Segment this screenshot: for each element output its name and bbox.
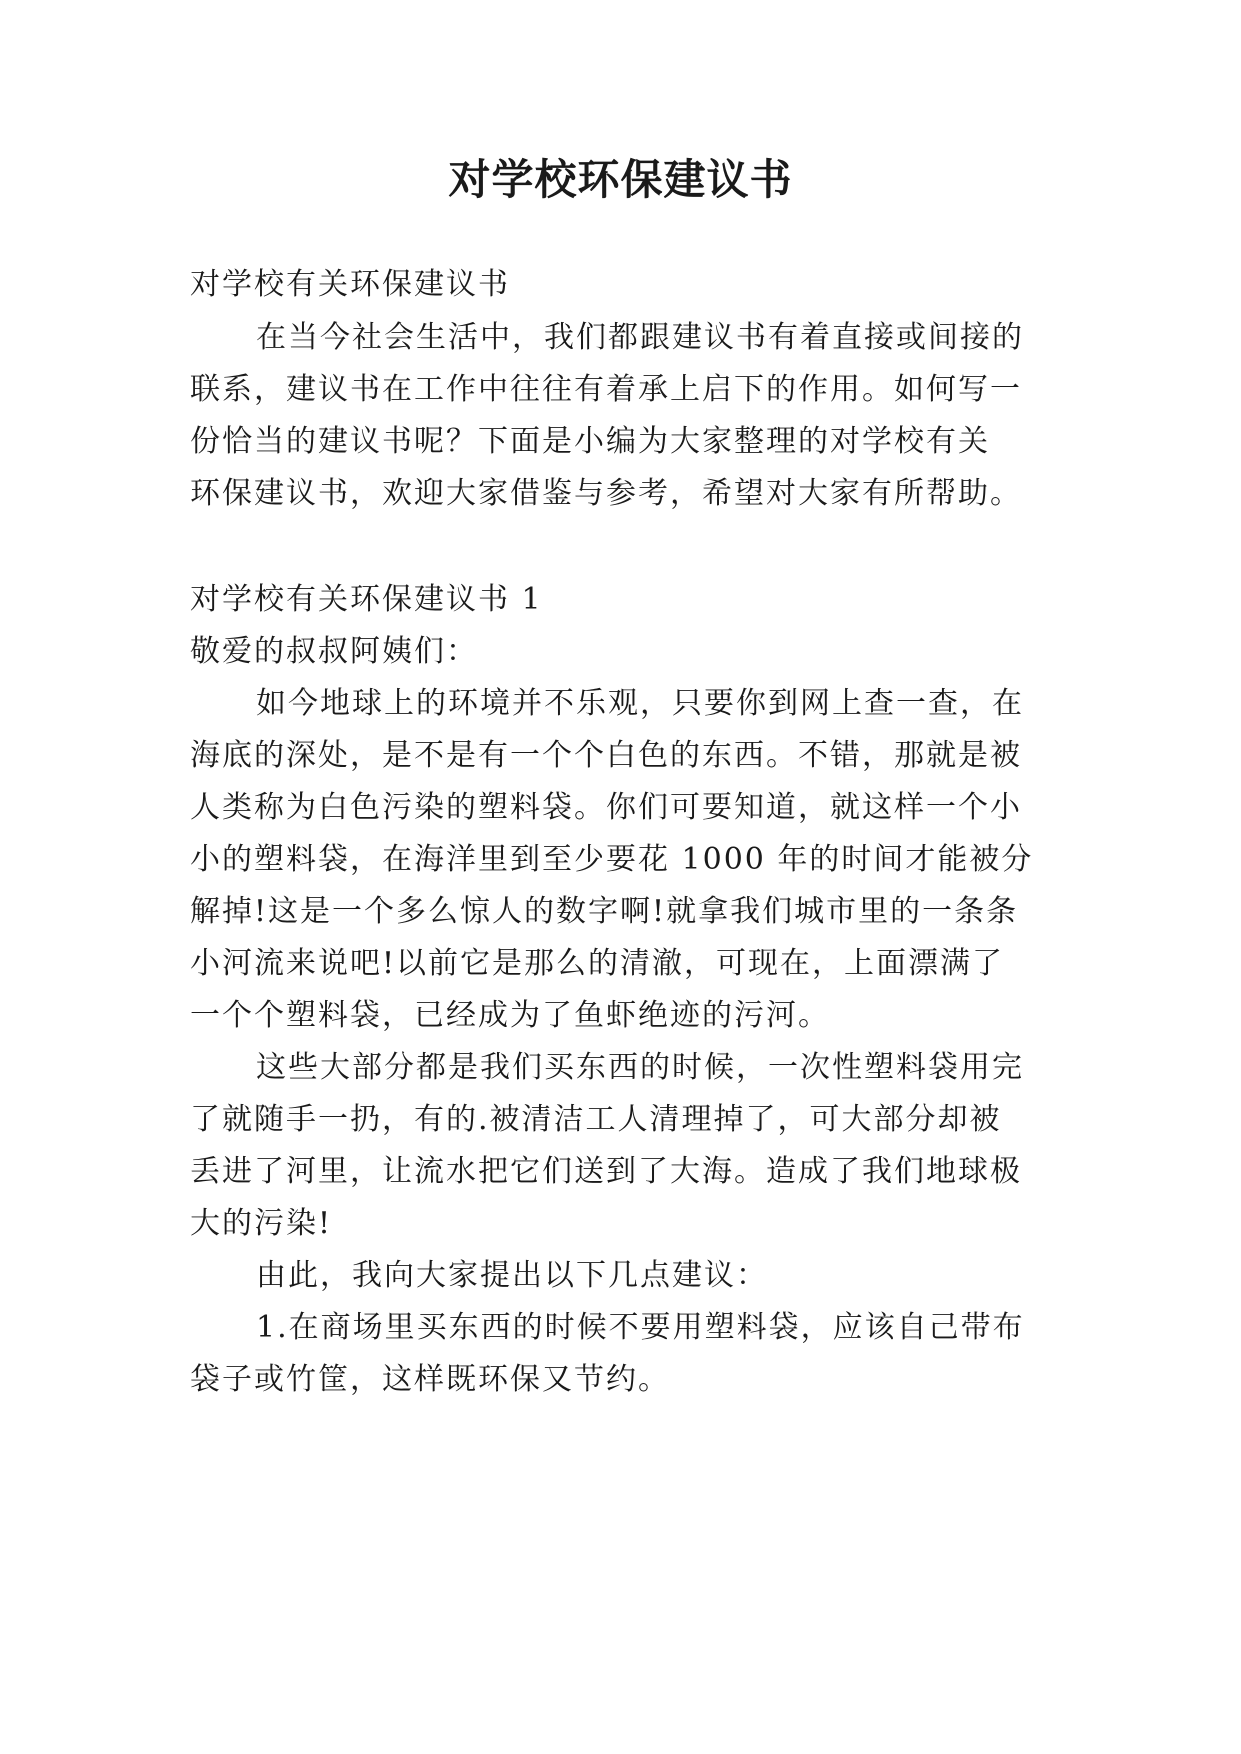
intro-line: 在当今社会生活中，我们都跟建议书有着直接或间接的 bbox=[256, 320, 1024, 355]
paragraph-line: 小的塑料袋，在海洋里到至少要花 1000 年的时间才能被分 bbox=[190, 842, 1034, 877]
paragraph-line: 一个个塑料袋，已经成为了鱼虾绝迹的污河。 bbox=[190, 998, 830, 1033]
subtitle: 对学校有关环保建议书 bbox=[190, 267, 510, 302]
paragraph-line: 海底的深处，是不是有一个个白色的东西。不错，那就是被 bbox=[190, 738, 1022, 773]
section-heading: 对学校有关环保建议书 1 bbox=[190, 582, 543, 617]
suggestion-line: 袋子或竹筐，这样既环保又节约。 bbox=[190, 1362, 670, 1397]
paragraph-line: 小河流来说吧!以前它是那么的清澈，可现在，上面漂满了 bbox=[190, 946, 1005, 981]
intro-line: 份恰当的建议书呢？下面是小编为大家整理的对学校有关 bbox=[190, 424, 990, 459]
paragraph-line: 这些大部分都是我们买东西的时候，一次性塑料袋用完 bbox=[256, 1050, 1024, 1085]
document-title: 对学校环保建议书 bbox=[448, 155, 793, 204]
paragraph-line: 解掉!这是一个多么惊人的数字啊!就拿我们城市里的一条条 bbox=[190, 894, 1019, 929]
suggestion-intro: 由此，我向大家提出以下几点建议： bbox=[256, 1258, 768, 1293]
suggestion-line: 1.在商场里买东西的时候不要用塑料袋，应该自己带布 bbox=[256, 1310, 1025, 1345]
intro-line: 环保建议书，欢迎大家借鉴与参考，希望对大家有所帮助。 bbox=[190, 476, 1022, 511]
intro-line: 联系，建议书在工作中往往有着承上启下的作用。如何写一 bbox=[190, 372, 1022, 407]
paragraph-line: 如今地球上的环境并不乐观，只要你到网上查一查，在 bbox=[256, 686, 1024, 721]
salutation: 敬爱的叔叔阿姨们： bbox=[190, 634, 478, 669]
paragraph-line: 了就随手一扔，有的.被清洁工人清理掉了，可大部分却被 bbox=[190, 1102, 1002, 1137]
paragraph-line: 人类称为白色污染的塑料袋。你们可要知道，就这样一个小 bbox=[190, 790, 1022, 825]
paragraph-line: 丢进了河里，让流水把它们送到了大海。造成了我们地球极 bbox=[190, 1154, 1022, 1189]
paragraph-line: 大的污染! bbox=[190, 1206, 333, 1241]
